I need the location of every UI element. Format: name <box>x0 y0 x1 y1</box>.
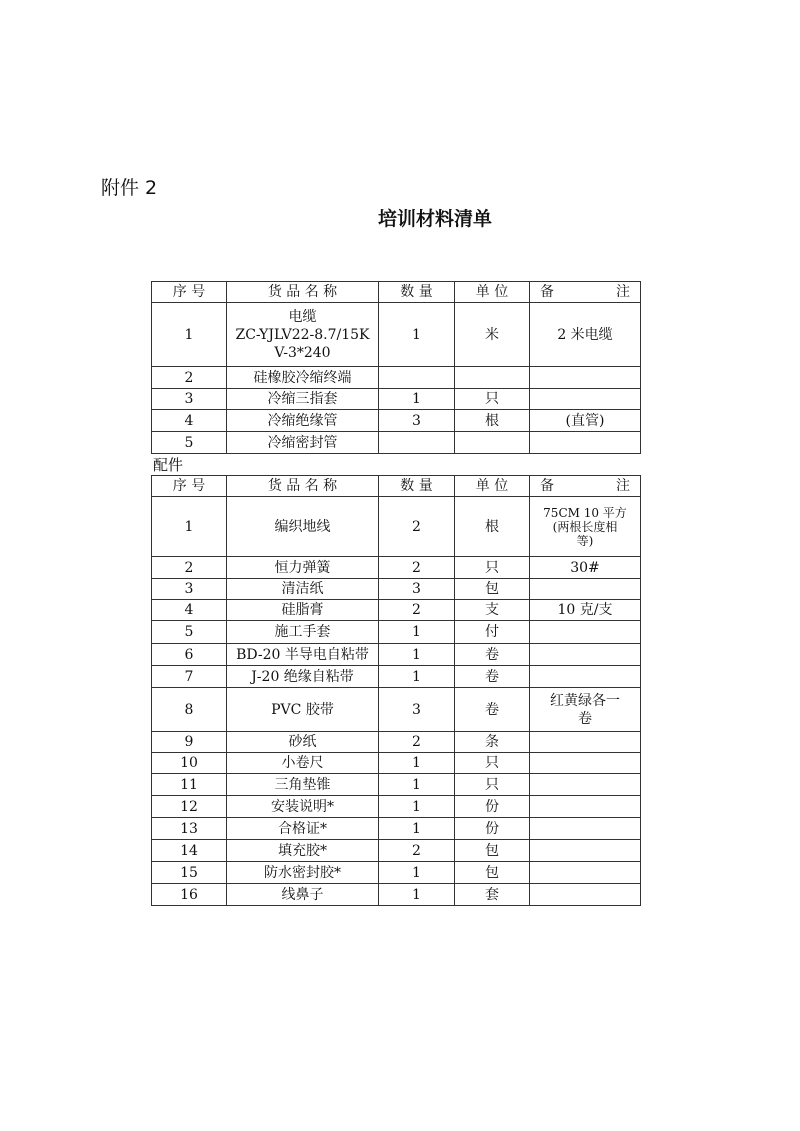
table-cell: 只 <box>455 774 530 796</box>
table-cell: 6 <box>152 644 227 666</box>
table-cell <box>530 367 641 389</box>
table-cell <box>530 753 641 774</box>
table-cell: 卷 <box>455 644 530 666</box>
table-cell: 清洁纸 <box>227 579 379 600</box>
table-cell: 包 <box>455 579 530 600</box>
table-cell: J-20 绝缘自粘带 <box>227 666 379 688</box>
table-cell: 1 <box>379 621 455 644</box>
table-cell: 3 <box>379 688 455 732</box>
table-cell: 卷 <box>455 666 530 688</box>
table-row <box>152 497 641 557</box>
table-row <box>152 557 641 579</box>
table-row <box>152 666 641 688</box>
table-cell: 5 <box>152 432 227 454</box>
table-header-cell: 序 号 <box>152 282 227 303</box>
table-cell <box>530 862 641 884</box>
table-cell: 2 <box>379 497 455 557</box>
table-cell: 米 <box>455 303 530 367</box>
table-cell: 2 <box>379 732 455 753</box>
table-cell: 2 <box>152 367 227 389</box>
table-cell <box>530 666 641 688</box>
table-cell: 支 <box>455 600 530 621</box>
table-header-cell: 单 位 <box>455 282 530 303</box>
table-cell: 线鼻子 <box>227 884 379 906</box>
table-cell: 根 <box>455 410 530 432</box>
table-cell <box>379 432 455 454</box>
table-cell: 冷缩绝缘管 <box>227 410 379 432</box>
table-row <box>152 862 641 884</box>
table-cell: 4 <box>152 410 227 432</box>
table-header-note-part: 备 <box>540 478 554 494</box>
table-cell: 包 <box>455 862 530 884</box>
table-cell: 30# <box>530 557 641 579</box>
table-cell: 1 <box>379 666 455 688</box>
table-cell: 付 <box>455 621 530 644</box>
table-cell: 合格证* <box>227 818 379 840</box>
table-cell: 1 <box>152 497 227 557</box>
materials-table <box>151 281 641 454</box>
table-header-cell: 数 量 <box>379 282 455 303</box>
table-row <box>152 732 641 753</box>
table-cell: 硅脂膏 <box>227 600 379 621</box>
table-cell: 份 <box>455 818 530 840</box>
table-cell: 冷缩三指套 <box>227 389 379 410</box>
table-cell <box>379 367 455 389</box>
table-cell: 2 <box>152 557 227 579</box>
table-cell: 1 <box>152 303 227 367</box>
table-cell <box>530 579 641 600</box>
table-cell: 红黄绿各一 卷 <box>530 688 641 732</box>
table-row <box>152 840 641 862</box>
table-row <box>152 600 641 621</box>
accessories-table <box>151 475 641 906</box>
table-cell <box>530 644 641 666</box>
table-cell: 14 <box>152 840 227 862</box>
table-header-cell <box>530 476 641 497</box>
table-cell <box>455 432 530 454</box>
table-cell: 13 <box>152 818 227 840</box>
table-cell: 施工手套 <box>227 621 379 644</box>
table-cell: 1 <box>379 753 455 774</box>
table-cell: 7 <box>152 666 227 688</box>
table-cell: PVC 胶带 <box>227 688 379 732</box>
table-row <box>152 884 641 906</box>
table-cell: 1 <box>379 862 455 884</box>
table-cell: 3 <box>379 579 455 600</box>
table-cell <box>530 774 641 796</box>
table-cell <box>530 621 641 644</box>
table-cell: 硅橡胶冷缩终端 <box>227 367 379 389</box>
table-row <box>152 753 641 774</box>
table-header-row <box>152 282 641 303</box>
table-header-note-part: 注 <box>616 478 630 494</box>
table-row <box>152 410 641 432</box>
table-cell: 3 <box>152 579 227 600</box>
table-cell: 防水密封胶* <box>227 862 379 884</box>
table-cell: 根 <box>455 497 530 557</box>
table-cell: 小卷尺 <box>227 753 379 774</box>
table-cell: 4 <box>152 600 227 621</box>
table-row <box>152 621 641 644</box>
table-cell: 1 <box>379 774 455 796</box>
table-cell: 3 <box>152 389 227 410</box>
table-row <box>152 389 641 410</box>
table-row <box>152 432 641 454</box>
table-cell: 编织地线 <box>227 497 379 557</box>
table-header-row <box>152 476 641 497</box>
table-row <box>152 774 641 796</box>
table-cell: 8 <box>152 688 227 732</box>
table-cell: 12 <box>152 796 227 818</box>
table-cell: 只 <box>455 389 530 410</box>
table-row <box>152 367 641 389</box>
table-cell: 条 <box>455 732 530 753</box>
table-cell: 只 <box>455 753 530 774</box>
table-cell: 1 <box>379 303 455 367</box>
table-cell: BD-20 半导电自粘带 <box>227 644 379 666</box>
table-cell: 1 <box>379 389 455 410</box>
table-cell: 只 <box>455 557 530 579</box>
table-cell: 1 <box>379 818 455 840</box>
table-header-note-part: 注 <box>616 284 630 300</box>
table-cell: 1 <box>379 796 455 818</box>
table-cell <box>530 884 641 906</box>
table-cell: 75CM 10 平方 (两根长度相 等) <box>530 497 641 557</box>
table-cell: 16 <box>152 884 227 906</box>
table-cell: 11 <box>152 774 227 796</box>
table-row <box>152 688 641 732</box>
table-header-cell <box>530 282 641 303</box>
table-cell: 冷缩密封管 <box>227 432 379 454</box>
table-cell: 10 <box>152 753 227 774</box>
table-cell: 9 <box>152 732 227 753</box>
accessories-label: 配件 <box>153 456 184 474</box>
attachment-label: 附件 2 <box>101 177 158 199</box>
table-cell: 填充胶* <box>227 840 379 862</box>
table-cell: 2 <box>379 840 455 862</box>
table-row <box>152 796 641 818</box>
table-cell: 三角垫锥 <box>227 774 379 796</box>
table-cell <box>530 389 641 410</box>
table-cell <box>530 432 641 454</box>
table-header-cell: 序 号 <box>152 476 227 497</box>
table-header-cell: 单 位 <box>455 476 530 497</box>
table-cell: 恒力弹簧 <box>227 557 379 579</box>
table-cell: 1 <box>379 644 455 666</box>
table-cell: 5 <box>152 621 227 644</box>
document-title: 培训材料清单 <box>377 208 492 230</box>
table-cell <box>530 818 641 840</box>
table-cell: 份 <box>455 796 530 818</box>
table-cell: 安装说明* <box>227 796 379 818</box>
table-header-cell: 货 品 名 称 <box>227 282 379 303</box>
table-cell: 2 <box>379 557 455 579</box>
table-cell: 套 <box>455 884 530 906</box>
table-cell <box>530 796 641 818</box>
table-header-cell: 货 品 名 称 <box>227 476 379 497</box>
table-cell: 2 米电缆 <box>530 303 641 367</box>
table-row <box>152 579 641 600</box>
table-cell: 10 克/支 <box>530 600 641 621</box>
table-cell: 1 <box>379 884 455 906</box>
table-cell: (直管) <box>530 410 641 432</box>
table-cell: 砂纸 <box>227 732 379 753</box>
table-cell <box>530 840 641 862</box>
table-cell: 包 <box>455 840 530 862</box>
table-row <box>152 818 641 840</box>
table-header-note-part: 备 <box>540 284 554 300</box>
table-cell: 电缆 ZC-YJLV22-8.7/15K V-3*240 <box>227 303 379 367</box>
table-cell: 2 <box>379 600 455 621</box>
table-cell <box>455 367 530 389</box>
table-cell: 15 <box>152 862 227 884</box>
table-header-cell: 数 量 <box>379 476 455 497</box>
table-cell: 3 <box>379 410 455 432</box>
table-row <box>152 644 641 666</box>
table-cell <box>530 732 641 753</box>
table-row <box>152 303 641 367</box>
table-cell: 卷 <box>455 688 530 732</box>
